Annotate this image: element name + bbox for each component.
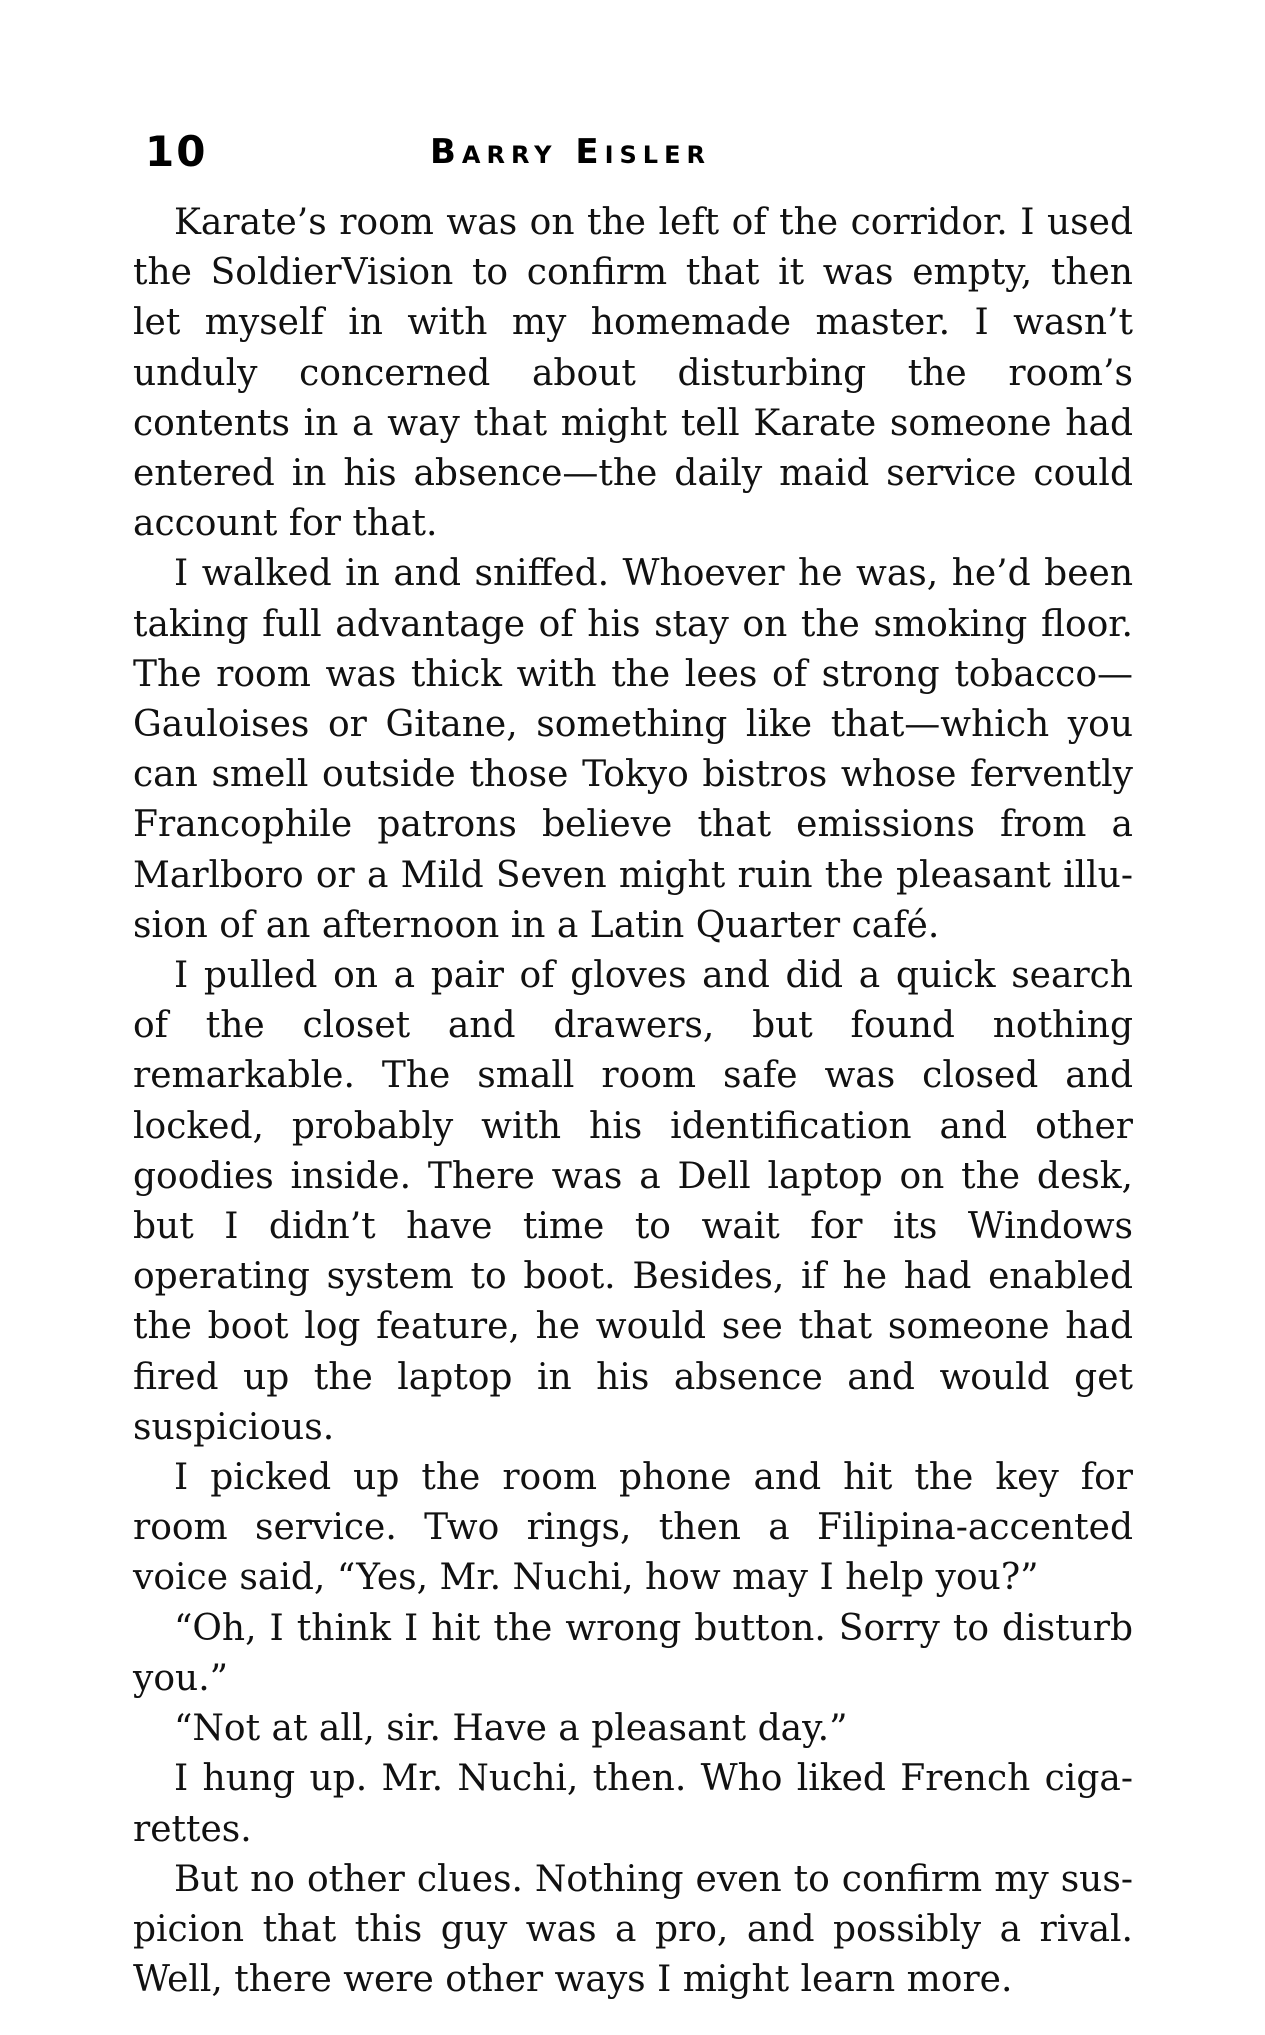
paragraph: I hung up. Mr. Nuchi, then. Who liked French cigarettes. xyxy=(133,1758,1133,1850)
body-text xyxy=(133,198,1133,2005)
paragraph: I picked up the room phone and hit the key for room service. Two rings, then a Filipina-accented voice said, “Yes, Mr. Nuchi, how may I help you?” xyxy=(133,1457,1133,1599)
running-head-author: Barry Eisler xyxy=(430,132,711,172)
page-number: 10 xyxy=(145,127,208,176)
paragraph: But no other clues. Nothing even to confirm my suspicion that this guy was a pro, and possibly a rival. Well, there were other ways I might learn more. xyxy=(133,1858,1133,2001)
paragraph: “Oh, I think I hit the wrong button. Sorry to disturb you.” xyxy=(133,1607,1133,1699)
paragraph: I walked in and sniffed. Whoever he was, he’d been taking full advantage of his stay on the smoking floor. The room was thick with the lees of strong tobacco—Gauloises or Gitane, something like that—which you can smell outside those Tokyo bistros whose fervently Francophile patrons believe that emissions from a Marlboro or a Mild Seven might ruin the pleasant illusion of an afternoon in a Latin Quarter café. xyxy=(133,553,1133,946)
page-header xyxy=(145,126,1135,178)
paragraph: “Not at all, sir. Have a pleasant day.” xyxy=(174,1708,848,1750)
paragraph: I pulled on a pair of gloves and did a quick search of the closet and drawers, but found nothing remarkable. The small room safe was closed and locked, probably with his identification and other goodies inside. There was a Dell laptop on the desk, but I didn’t have time to wait for its Windows operating system to boot. Besides, if he had enabled the boot log feature, he would see that someone had fired up the laptop in his absence and would get suspicious. xyxy=(133,955,1133,1448)
paragraph: Karate’s room was on the left of the corridor. I used the SoldierVision to confirm that it was empty, then let myself in with my homemade master. I wasn’t unduly concerned about disturbing the room’s contents in a way that might tell Karate someone had entered in his absence—the daily maid service could account for that. xyxy=(133,202,1133,545)
